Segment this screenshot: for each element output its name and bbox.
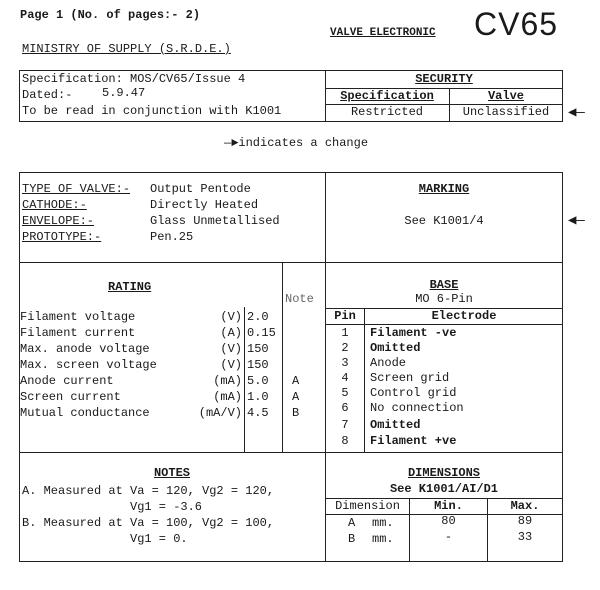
marking-value: See K1001/4 bbox=[404, 214, 484, 228]
rating-row-unit: (mA) bbox=[213, 390, 242, 404]
pin-electrode: Filament +ve bbox=[370, 434, 457, 448]
note-b-line1: B. Measured at Va = 100, Vg2 = 100, bbox=[22, 516, 275, 530]
dim-unit: mm. bbox=[372, 532, 394, 546]
security-spec-value: Restricted bbox=[350, 105, 423, 119]
pin-electrode: Control grid bbox=[370, 386, 457, 400]
rating-row-value: 2.0 bbox=[247, 310, 269, 324]
note-b-line2: Vg1 = 0. bbox=[130, 532, 188, 546]
dim-max: 89 bbox=[517, 514, 533, 528]
note-a-line2: Vg1 = -3.6 bbox=[130, 500, 203, 514]
dim-min: - bbox=[444, 530, 453, 544]
envelope-value: Glass Unmetallised bbox=[150, 214, 280, 228]
note-a-line1: A. Measured at Va = 120, Vg2 = 120, bbox=[22, 484, 275, 498]
rating-row-value: 150 bbox=[247, 358, 269, 372]
rating-row-value: 1.0 bbox=[247, 390, 269, 404]
rating-row-unit: (V) bbox=[220, 310, 242, 324]
rating-row-note: A bbox=[292, 374, 300, 388]
pin-header: Pin bbox=[334, 309, 356, 323]
specification-line: Specification: MOS/CV65/Issue 4 bbox=[22, 72, 246, 86]
pin-electrode: Screen grid bbox=[370, 371, 450, 385]
rating-row-note: A bbox=[292, 390, 300, 404]
dimensions-title: DIMENSIONS bbox=[407, 466, 480, 480]
pin-number: 6 bbox=[341, 401, 349, 415]
rating-title: RATING bbox=[108, 280, 152, 294]
prototype-label: PROTOTYPE:- bbox=[22, 230, 102, 244]
rating-row-unit: (A) bbox=[220, 326, 242, 340]
valve-electronic-label: VALVE ELECTRONIC bbox=[330, 27, 436, 39]
pin-electrode: Filament -ve bbox=[370, 326, 457, 340]
change-arrow-icon: —► bbox=[224, 136, 239, 150]
envelope-label: ENVELOPE:- bbox=[22, 214, 95, 228]
pin-electrode: Omitted bbox=[370, 418, 421, 432]
rating-row-name: Filament voltage bbox=[20, 310, 136, 324]
pin-electrode: Anode bbox=[370, 356, 407, 370]
rating-row-name: Screen current bbox=[20, 390, 121, 404]
security-spec-header: Specification bbox=[340, 89, 434, 103]
pin-number: 7 bbox=[341, 418, 349, 432]
security-valve-value: Unclassified bbox=[462, 105, 550, 119]
pin-electrode: Omitted bbox=[370, 341, 421, 355]
pin-number: 8 bbox=[341, 434, 349, 448]
electrode-header: Electrode bbox=[431, 309, 497, 323]
change-arrow-icon: ◀— bbox=[568, 213, 585, 229]
ministry-label: MINISTRY OF SUPPLY (S.R.D.E.) bbox=[22, 42, 231, 56]
type-of-valve-label: TYPE OF VALVE:- bbox=[22, 182, 131, 196]
dated-value: 5.9.47 bbox=[102, 86, 146, 100]
marking-title: MARKING bbox=[418, 182, 470, 196]
rating-row-name: Max. anode voltage bbox=[20, 342, 150, 356]
dimensions-subtitle: See K1001/AI/D1 bbox=[389, 482, 499, 496]
rating-row-unit: (V) bbox=[220, 358, 242, 372]
pin-electrode: No connection bbox=[370, 401, 464, 415]
pin-number: 3 bbox=[341, 356, 349, 370]
security-title: SECURITY bbox=[415, 72, 473, 86]
dated-label: Dated:- bbox=[22, 88, 73, 102]
dim-letter: B bbox=[348, 532, 356, 546]
pin-number: 2 bbox=[341, 341, 349, 355]
rating-row-name: Mutual conductance bbox=[20, 406, 150, 420]
pin-number: 5 bbox=[341, 386, 349, 400]
base-subtitle: MO 6-Pin bbox=[415, 292, 473, 306]
page-label: Page 1 (No. of pages:- 2) bbox=[20, 8, 201, 22]
rating-row-unit: (mA) bbox=[213, 374, 242, 388]
rating-row-name: Max. screen voltage bbox=[20, 358, 157, 372]
dim-header-dimension: Dimension bbox=[335, 499, 400, 513]
notes-title: NOTES bbox=[153, 466, 190, 480]
rating-row-note: B bbox=[292, 406, 300, 420]
type-of-valve-value: Output Pentode bbox=[150, 182, 251, 196]
rating-row-name: Anode current bbox=[20, 374, 114, 388]
rating-row-unit: (mA/V) bbox=[198, 406, 242, 420]
prototype-value: Pen.25 bbox=[150, 230, 194, 244]
conjunction-line: To be read in conjunction with K1001 bbox=[22, 104, 282, 118]
base-title: BASE bbox=[429, 278, 459, 292]
change-note-text: indicates a change bbox=[238, 136, 369, 150]
change-arrow-icon: ◀— bbox=[568, 105, 585, 121]
dim-header-min: Min. bbox=[434, 499, 463, 513]
pin-number: 4 bbox=[341, 371, 349, 385]
dim-unit: mm. bbox=[372, 516, 394, 530]
dim-header-max: Max. bbox=[510, 499, 540, 513]
cathode-value: Directly Heated bbox=[150, 198, 259, 212]
dim-letter: A bbox=[348, 516, 356, 530]
rating-row-unit: (V) bbox=[220, 342, 242, 356]
rating-row-value: 4.5 bbox=[247, 406, 269, 420]
rating-row-name: Filament current bbox=[20, 326, 136, 340]
dim-max: 33 bbox=[517, 530, 533, 544]
valve-code: CV65 bbox=[474, 6, 559, 42]
rating-row-value: 150 bbox=[247, 342, 269, 356]
change-note bbox=[224, 136, 368, 151]
rating-note-header: Note bbox=[285, 292, 314, 306]
pin-number: 1 bbox=[341, 326, 349, 340]
security-valve-header: Valve bbox=[487, 89, 524, 103]
cathode-label: CATHODE:- bbox=[22, 198, 87, 212]
dim-min: 80 bbox=[441, 514, 456, 528]
rating-row-value: 0.15 bbox=[247, 326, 276, 340]
rating-row-value: 5.0 bbox=[247, 374, 269, 388]
